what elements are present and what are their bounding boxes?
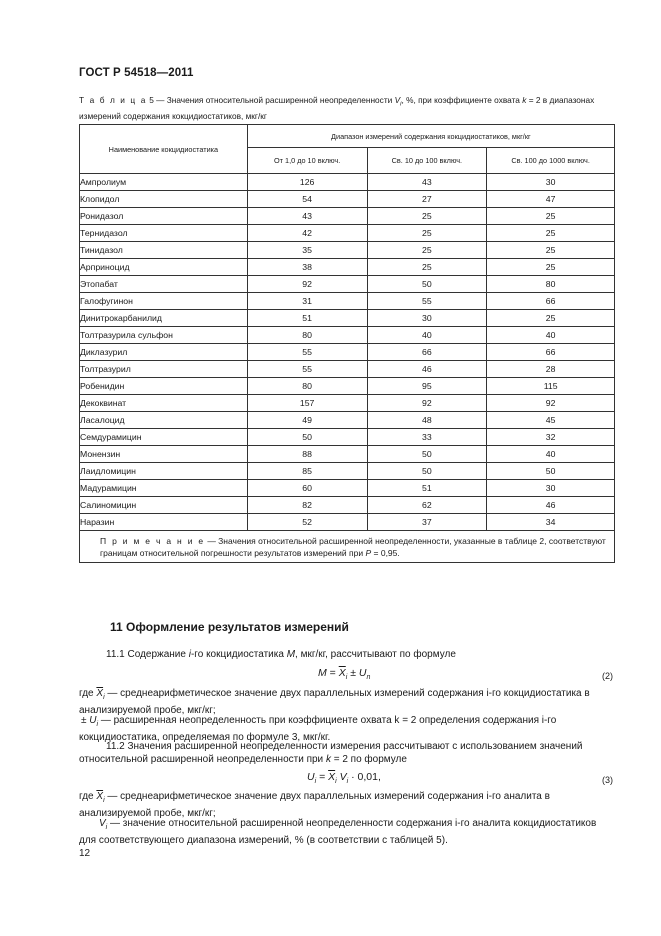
cell-range-1: 55: [247, 344, 367, 361]
definition-v: $V_i$ — значение относительной расширенной неопределенности содержания i-го аналита кокцидиостатиков для соответствующего диапазона измерений, % (в соответствии с таблицей 5).: [79, 818, 597, 846]
cell-range-2: 27: [367, 191, 487, 208]
caption-k-symbol: k: [522, 95, 527, 105]
cell-range-2: 50: [367, 446, 487, 463]
cell-range-2: 55: [367, 293, 487, 310]
sub-header-2: Св. 10 до 100 включ.: [367, 148, 487, 174]
caption-v-subscript: i: [400, 101, 402, 108]
table-row: [80, 395, 615, 412]
caption-text-3: = 2 в диапазонах измерений содержания кокцидиостатиков, мкг/кг: [79, 95, 595, 121]
cell-range-1: 92: [247, 276, 367, 293]
cell-range-1: 88: [247, 446, 367, 463]
page-number: 12: [79, 848, 91, 859]
table-row: [80, 344, 615, 361]
caption-text-2: , %, при коэффициенте охвата: [401, 95, 520, 105]
cell-range-2: 33: [367, 429, 487, 446]
cell-range-2: 25: [367, 225, 487, 242]
table-row: [80, 276, 615, 293]
cell-name: Клопидол: [80, 191, 248, 208]
note-prefix: П р и м е ч а н и е: [100, 536, 205, 546]
cell-name: Галофугинон: [80, 293, 248, 310]
cell-range-3: 34: [487, 514, 615, 531]
cell-name: Толтразурил: [80, 361, 248, 378]
cell-range-2: 37: [367, 514, 487, 531]
uncertainty-table: [79, 124, 615, 563]
table-row: [80, 327, 615, 344]
cell-name: Семдурамицин: [80, 429, 248, 446]
cell-range-2: 50: [367, 276, 487, 293]
cell-name: Ласалоцид: [80, 412, 248, 429]
table-row: [80, 446, 615, 463]
cell-range-1: 54: [247, 191, 367, 208]
cell-range-3: 115: [487, 378, 615, 395]
table-caption: [79, 95, 619, 122]
column-header-range: Диапазон измерений содержания кокцидиостатиков, мкг/кг: [247, 125, 614, 148]
cell-range-1: 85: [247, 463, 367, 480]
table-row: [80, 293, 615, 310]
table-row: [80, 497, 615, 514]
cell-name: Монензин: [80, 446, 248, 463]
cell-range-1: 35: [247, 242, 367, 259]
cell-range-3: 30: [487, 480, 615, 497]
cell-range-1: 80: [247, 327, 367, 344]
cell-name: Ронидазол: [80, 208, 248, 225]
caption-text-1: 5 — Значения относительной расширенной неопределенности: [149, 95, 393, 105]
cell-range-3: 50: [487, 463, 615, 480]
cell-name: Диклазурил: [80, 344, 248, 361]
table-row: [80, 191, 615, 208]
cell-range-3: 92: [487, 395, 615, 412]
cell-name: Этопабат: [80, 276, 248, 293]
cell-range-3: 40: [487, 446, 615, 463]
cell-range-2: 62: [367, 497, 487, 514]
cell-range-3: 66: [487, 293, 615, 310]
cell-range-3: 25: [487, 259, 615, 276]
cell-range-2: 43: [367, 174, 487, 191]
note-text: — Значения относительной расширенной неопределенности, указанные в таблице 2, соответствуют границам относительной погрешности результатов измерений при: [100, 536, 606, 558]
cell-name: Мадурамицин: [80, 480, 248, 497]
cell-range-1: 80: [247, 378, 367, 395]
cell-range-1: 126: [247, 174, 367, 191]
table-row: [80, 412, 615, 429]
cell-range-2: 40: [367, 327, 487, 344]
cell-name: Лаидломицин: [80, 463, 248, 480]
cell-range-2: 48: [367, 412, 487, 429]
cell-name: Салиномицин: [80, 497, 248, 514]
document-header: ГОСТ Р 54518—2011: [79, 67, 194, 79]
definition-u: ± $U_i$ — расширенная неопределенность при коэффициенте охвата k = 2 определения содержания i-го кокцидиостатика, определяемая по формуле 3, мкг/кг.: [79, 715, 557, 743]
cell-name: Наразин: [80, 514, 248, 531]
table-row: [80, 463, 615, 480]
table-row: [80, 174, 615, 191]
caption-v-symbol: V: [394, 95, 401, 105]
cell-range-3: 80: [487, 276, 615, 293]
table-row: [80, 259, 615, 276]
cell-range-3: 40: [487, 327, 615, 344]
table-row: [80, 429, 615, 446]
table-note: [80, 531, 615, 563]
section-title: 11 Оформление результатов измерений: [110, 620, 349, 634]
note-end: = 0,95.: [373, 548, 400, 558]
cell-range-1: 49: [247, 412, 367, 429]
formula-3-number: (3): [602, 775, 613, 785]
definition-x-2: где $\overline{X}_i$ — среднеарифметическое значение двух параллельных измерений содержания i-го аналита в анализируемой пробе, мкг/кг;: [79, 791, 550, 819]
table-row: [80, 242, 615, 259]
table-row: [80, 378, 615, 395]
cell-range-3: 66: [487, 344, 615, 361]
cell-range-1: 31: [247, 293, 367, 310]
cell-range-1: 157: [247, 395, 367, 412]
cell-range-3: 25: [487, 242, 615, 259]
sub-header-1: От 1,0 до 10 включ.: [247, 148, 367, 174]
table-row: [80, 514, 615, 531]
cell-range-2: 50: [367, 463, 487, 480]
formula-2-number: (2): [602, 671, 613, 681]
cell-range-2: 25: [367, 208, 487, 225]
note-p-symbol: P: [365, 548, 372, 558]
cell-range-1: 60: [247, 480, 367, 497]
table-row: [80, 225, 615, 242]
cell-range-3: 45: [487, 412, 615, 429]
cell-range-3: 25: [487, 208, 615, 225]
cell-name: Робенидин: [80, 378, 248, 395]
cell-name: Динитрокарбанилид: [80, 310, 248, 327]
paragraph-11-1: 11.1 Содержание i-го кокцидиостатика M, мкг/кг, рассчитывают по формуле: [106, 649, 456, 660]
cell-range-2: 51: [367, 480, 487, 497]
table-row: [80, 361, 615, 378]
cell-range-2: 92: [367, 395, 487, 412]
cell-range-3: 47: [487, 191, 615, 208]
cell-range-3: 28: [487, 361, 615, 378]
definition-x: где $\overline{X}_i$ — среднеарифметическое значение двух параллельных измерений содержания i-го кокцидиостатика в анализируемой пробе, мкг/кг;: [79, 688, 590, 716]
cell-range-3: 25: [487, 225, 615, 242]
paragraph-11-2: 11.2 Значения расширенной неопределенности измерения рассчитывают с использованием значений относительной расширенной неопределенности при k = 2 по формуле: [79, 741, 583, 765]
formula-2: $M = \overline{X}_i \pm U_n$: [318, 667, 371, 682]
cell-range-2: 25: [367, 242, 487, 259]
cell-range-1: 82: [247, 497, 367, 514]
cell-range-3: 25: [487, 310, 615, 327]
cell-range-1: 43: [247, 208, 367, 225]
cell-range-2: 30: [367, 310, 487, 327]
cell-range-2: 25: [367, 259, 487, 276]
table-row: [80, 480, 615, 497]
cell-range-2: 66: [367, 344, 487, 361]
cell-range-1: 55: [247, 361, 367, 378]
cell-range-1: 50: [247, 429, 367, 446]
cell-range-1: 51: [247, 310, 367, 327]
cell-name: Ампролиум: [80, 174, 248, 191]
cell-name: Толтразурила сульфон: [80, 327, 248, 344]
cell-range-2: 95: [367, 378, 487, 395]
sub-header-3: Св. 100 до 1000 включ.: [487, 148, 615, 174]
table-row: [80, 208, 615, 225]
cell-range-3: 32: [487, 429, 615, 446]
cell-range-3: 30: [487, 174, 615, 191]
cell-range-1: 42: [247, 225, 367, 242]
cell-name: Тернидазол: [80, 225, 248, 242]
cell-range-3: 46: [487, 497, 615, 514]
formula-3: $U_i = \overline{X}_i$ $V_i \cdot 0,01$,: [307, 771, 381, 786]
cell-range-1: 38: [247, 259, 367, 276]
cell-range-2: 46: [367, 361, 487, 378]
cell-name: Тинидазол: [80, 242, 248, 259]
column-header-name: Наименование кокцидиостатика: [80, 125, 248, 174]
cell-name: Декоквинат: [80, 395, 248, 412]
caption-prefix: Т а б л и ц а: [79, 95, 147, 105]
cell-name: Арпринoцид: [80, 259, 248, 276]
table-row: [80, 310, 615, 327]
cell-range-1: 52: [247, 514, 367, 531]
